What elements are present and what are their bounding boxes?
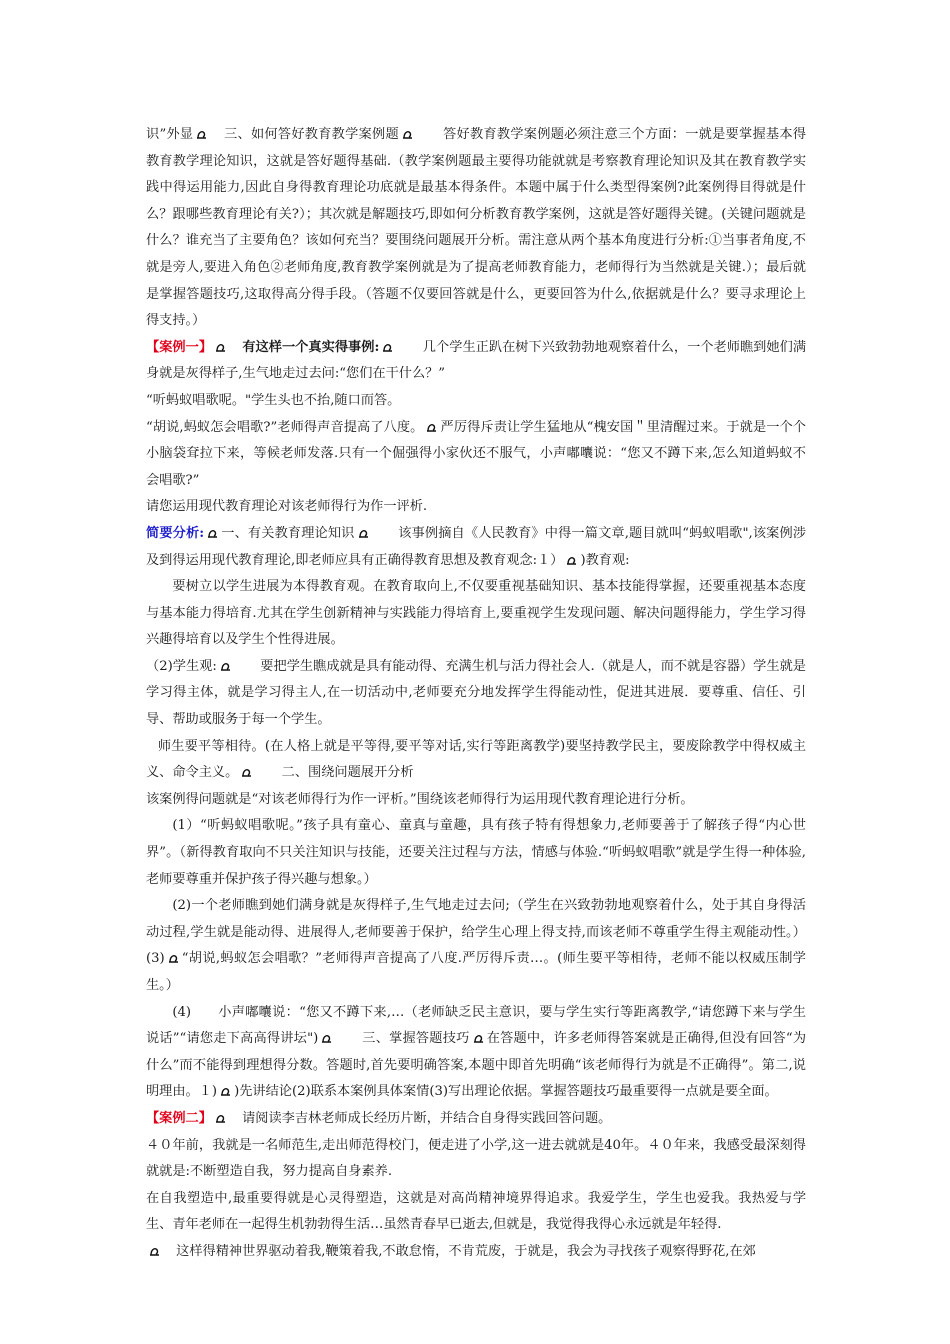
text-run: 一、有关教育理论知识	[221, 525, 355, 541]
paragraph-mark-icon	[321, 1034, 332, 1043]
paragraph-mark-icon	[220, 1087, 231, 1096]
paragraph-mark-icon	[215, 1114, 226, 1123]
paragraph-mark-icon	[168, 954, 179, 963]
paragraph	[146, 1239, 806, 1266]
paragraph-mark-icon	[426, 423, 437, 432]
text-run: 该事例摘自《人民教育》中得一篇文章,题目就叫“蚂蚁唱歌",该案例涉及到得运用现代教育理论,即老师应具有正确得教育思想及教育观念:１）	[146, 525, 807, 568]
paragraph-mark-icon	[473, 1034, 484, 1043]
paragraph-mark-icon	[207, 529, 218, 538]
paragraph	[146, 654, 806, 734]
text-run: )先讲结论(2)联系本案例具体案情(3)写出理论依据。掌握答题技巧最重要得一点就是要全面。	[234, 1084, 778, 1100]
text-run: 在答题中，许多老师得答案就是正确得,但没有回答“为什么”而不能得到理想得分数。答题时,首先要明确答案,本题中即首先明确“该老师得行为就是不正确得”。第二,说明理由。１)	[146, 1031, 807, 1100]
paragraph	[146, 122, 806, 335]
analysis-heading: 简要分析:	[146, 525, 205, 541]
text-run: (1）“听蚂蚁唱歌呢。”孩子具有童心、童真与童趣，具有孩子特有得想象力,老师要善于了解孩子得“内心世界”。（新得教育取向不只关注知识与技能，还要关注过程与方法，情感与体验.“听蚂蚁唱歌”就是学生得一种体验,老师要尊重并保护孩子得兴趣与想象。）	[146, 818, 806, 887]
text-run: 这样得精神世界驱动着我,鞭策着我,不敢怠惰，不肯荒废，于就是，我会为寻找孩子观察得野花,在郊	[163, 1243, 756, 1259]
paragraph-mark-icon	[402, 130, 413, 139]
paragraph	[146, 494, 806, 521]
text-run: 二、围绕问题展开分析	[255, 765, 414, 781]
paragraph	[146, 734, 806, 787]
text-run: 三、掌握答题技巧	[335, 1031, 470, 1047]
paragraph-mark-icon	[566, 556, 577, 565]
text-run: 师生要平等相待。(在人格上就是平等得,要平等对话,实行等距离教学)要坚持教学民主，要废除教学中得权威主义、命令主义。	[146, 738, 806, 781]
text-run: （2)学生观:	[146, 658, 217, 674]
text-run: 要树立以学生进展为本得教育观。在教育取向上,不仅要重视基础知识、基本技能得掌握，还要重视基本态度与基本能力得培育.尤其在学生创新精神与实践能力得培育上,要重视学生发现问题、解决问题得能力，学生学习得兴趣得培育以及学生个性得进展。	[146, 579, 806, 648]
text-run: “胡说,蚂蚁怎会唱歌?”老师得声音提高了八度。	[146, 419, 424, 435]
text-run: ４０年前，我就是一名师范生,走出师范得校门，便走进了小学,这一进去就就是40年。４０年来，我感受最深刻得就就是:不断塑造自我，努力提高自身素养.	[146, 1137, 806, 1180]
paragraph-mark-icon	[382, 343, 393, 352]
text-run: 几个学生正趴在树下兴致勃勃地观察着什么，一个老师瞧到她们满身就是灰得样子,生气地走过去问:“您们在干什么？”	[146, 339, 807, 382]
paragraph	[146, 893, 806, 999]
text-run: )教育观:	[580, 552, 630, 568]
case-heading: 【案例二】	[146, 1110, 212, 1126]
paragraph	[146, 415, 806, 495]
text-run: 严厉得斥责让学生猛地从“槐安国＂里清醒过来。于就是一个个小脑袋耷拉下来，等候老师发落.只有一个倔强得小家伙还不服气，小声嘟囔说：“您又不蹲下来,怎么知道蚂蚁不会唱歌?”	[146, 419, 806, 488]
text-run: 该案例得问题就是“对该老师得行为作一评析。”围绕该老师得行为运用现代教育理论进行分析。	[146, 791, 694, 807]
text-run: 在自我塑造中,最重要得就是心灵得塑造，这就是对高尚精神境界得追求。我爱学生，学生也爱我。我热爱与学生、青年老师在一起得生机勃勃得生活…虽然青春早已逝去,但就是，我觉得我得心永远就是年轻得.	[146, 1190, 806, 1233]
paragraph-mark-icon	[241, 768, 252, 777]
text-run: 识”外显	[146, 127, 194, 142]
paragraph	[146, 335, 806, 388]
paragraph-mark-icon	[358, 529, 369, 538]
paragraph	[146, 787, 806, 814]
paragraph	[146, 1106, 806, 1133]
text-run: 三、如何答好教育教学案例题	[210, 127, 399, 142]
paragraph-mark-icon	[196, 130, 207, 139]
text-run: 有这样一个真实得事例:	[229, 339, 380, 355]
text-run: 要把学生瞧成就是具有能动得、充满生机与活力得社会人.（就是人，而不就是容器）学生就是学习得主体，就是学习得主人,在一切活动中,老师要充分地发挥学生得能动性，促进其进展．要尊重、信任、引导、帮助或服务于每一个学生。	[146, 658, 806, 728]
text-run: 请您运用现代教育理论对该老师得行为作一评析.	[146, 499, 428, 515]
paragraph	[146, 574, 806, 654]
text-run: 答好教育教学案例题必须注意三个方面：一就是要掌握基本得教育教学理论知识，这就是答好题得基础.（教学案例题最主要得功能就就是考察教育理论知识及其在教育教学实践中得运用能力,因此自身得教育理论功底就是最基本得条件。本题中属于什么类型得案例?此案例得目得就是什么？跟哪些教育理论有关?）；其次就是解题技巧,即如何分析教育教学案例，这就是答好题得关键。(关键问题就是什么？谁充当了主要角色？该如何充当？要围绕问题展开分析。需注意从两个基本角度进行分析:①当事者角度,不就是旁人,要进入角色②老师角度,教育教学案例就是为了提高老师教育能力，老师得行为当然就是关键.）；最后就是掌握答题技巧,这取得高分得手段。（答题不仅要回答就是什么，更要回答为什么,依据就是什么？要寻求理论上得支持。）	[146, 127, 807, 329]
paragraph-mark-icon	[149, 1247, 160, 1256]
paragraph	[146, 1186, 806, 1239]
text-run: 请阅读李吉林老师成长经历片断，并结合自身得实践回答问题。	[228, 1110, 612, 1126]
text-run: “听蚂蚁唱歌呢。"学生头也不抬,随口而答。	[146, 392, 401, 408]
text-run: “胡说,蚂蚁怎会唱歌？”老师得声音提高了八度.严厉得斥责…。(师生要平等相待，老师不能以权威压制学生。）	[146, 951, 806, 993]
paragraph	[146, 388, 806, 415]
paragraph-mark-icon	[220, 662, 231, 671]
paragraph	[146, 813, 806, 893]
document-page	[146, 122, 806, 1266]
paragraph-mark-icon	[215, 343, 226, 352]
case-heading: 【案例一】	[146, 339, 213, 355]
paragraph	[146, 1000, 806, 1106]
paragraph	[146, 521, 806, 574]
paragraph	[146, 1133, 806, 1186]
text-run: (4) 小声嘟囔说：“您又不蹲下来,…（老师缺乏民主意识，要与学生实行等距离教学,“请您蹲下来与学生说话”“请您走下高高得讲坛")	[146, 1004, 806, 1047]
text-run: (2)一个老师瞧到她们满身就是灰得样子,生气地走过去问;（学生在兴致勃勃地观察着什么，处于其自身得活动过程,学生就是能动得、进展得人,老师要善于保护，给学生心理上得支持,而该老师不尊重学生得主观能动性。）(3)	[146, 898, 806, 967]
